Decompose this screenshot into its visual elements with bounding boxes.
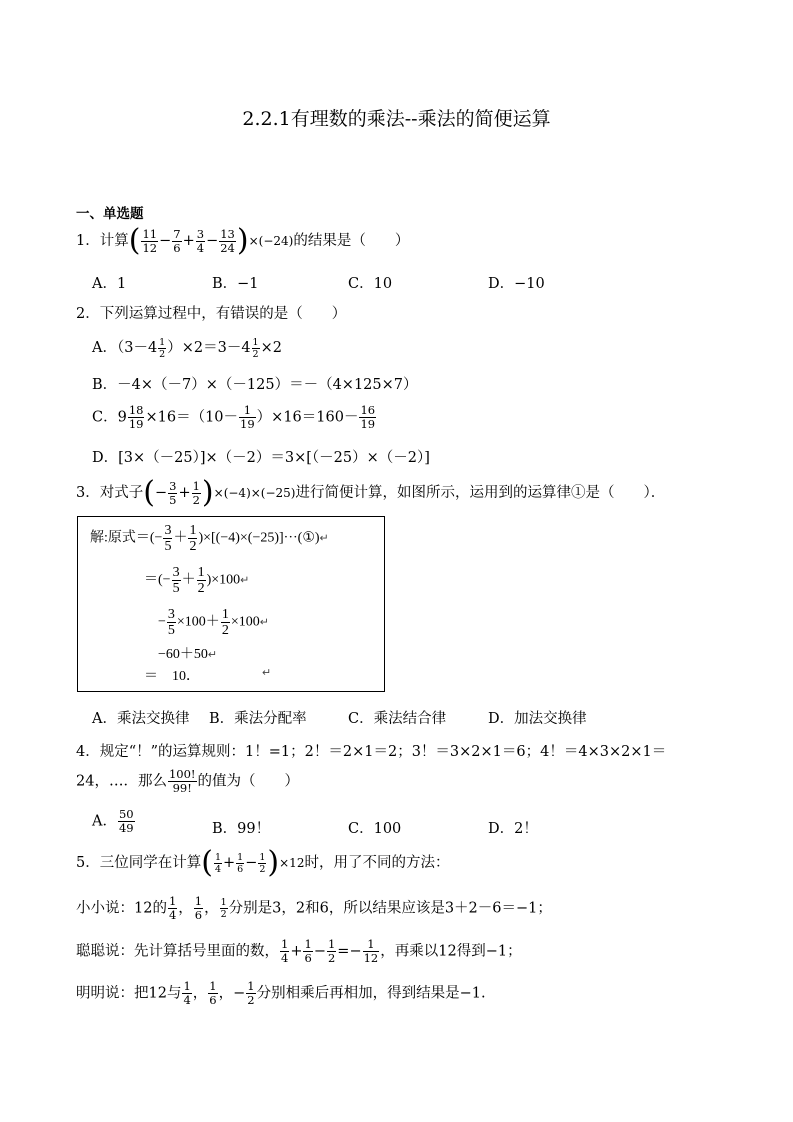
q5-prefix: 三位同学在计算 bbox=[99, 855, 202, 871]
q4-option-c[interactable]: C．100 bbox=[348, 821, 402, 837]
q4-option-a-frac: $\frac{50}{49}$ bbox=[118, 807, 134, 835]
q3-option-a[interactable]: A．乘法交换律 bbox=[92, 711, 190, 727]
q3-suffix: 进行简便计算，如图所示，运用到的运算律①是（ ）． bbox=[295, 485, 666, 501]
q1-prefix: 计算 bbox=[99, 233, 129, 249]
xiaoxiao-post: 分别是3，2和6，所以结果应该是3＋2－6＝−1； bbox=[228, 900, 552, 917]
congcong-frac-2: $\frac{1}{6}$ bbox=[304, 937, 312, 965]
q4-line2-pre: 24，…．那么 bbox=[76, 773, 167, 790]
q1-frac-3: $\frac{3}{4}$ bbox=[196, 226, 205, 255]
q2-a-frac-2: $\frac{1}{2}$ bbox=[252, 336, 259, 360]
q2-c-mid: ×16＝（10－ bbox=[145, 409, 239, 426]
q2-option-c[interactable] bbox=[92, 404, 377, 431]
statement-xiaoxiao: 小小说：12的 $\frac{1}{4}$ ， $\frac{1}{6}$ ， $\frac{1}{2}$ 分别是3，2和6，所以结果应该是3＋2－6＝−1； bbox=[76, 894, 552, 922]
q5-lparen: ( bbox=[201, 845, 213, 880]
q4-line2-post: 的值为（ ） bbox=[197, 773, 300, 790]
xiaoxiao-pre: 小小说：12的 bbox=[76, 900, 167, 917]
solution-line-1: 解:原式＝(− $\frac{3}{5}$ ＋ $\frac{1}{2}$ )×[(−4)×(−25)]···(①)↵ bbox=[90, 523, 329, 554]
q1-option-a[interactable]: A．1 bbox=[92, 276, 127, 292]
q5-tail: ×12 bbox=[279, 856, 305, 870]
page-title: 2.2.1有理数的乘法--乘法的简便运算 bbox=[242, 108, 551, 130]
xiaoxiao-frac-3: $\frac{1}{2}$ bbox=[220, 897, 227, 920]
q4-line-1: 规定“！”的运算规则：1！=1；2！＝2×1＝2；3！＝3×2×1＝6；4！＝4×3×2×1＝ bbox=[99, 744, 667, 760]
mingming-frac-2: $\frac{1}{6}$ bbox=[209, 979, 217, 1007]
xiaoxiao-frac-1: $\frac{1}{4}$ bbox=[168, 894, 177, 922]
q5-frac-2: $\frac{1}{6}$ bbox=[237, 851, 244, 875]
q5-suffix: 时，用了不同的方法： bbox=[304, 855, 450, 871]
q3-prefix: 对式子 bbox=[99, 485, 144, 501]
sol-l2-frac-1: $\frac{3}{5}$ bbox=[172, 565, 180, 596]
congcong-frac-3: $\frac{1}{2}$ bbox=[327, 937, 336, 965]
q3-lparen: ( bbox=[143, 475, 155, 510]
question-4 bbox=[76, 740, 666, 761]
q3-option-b[interactable]: B．乘法分配率 bbox=[209, 711, 307, 727]
solution-line-4: −60＋50↵ bbox=[158, 647, 218, 662]
question-1: 1．计算( $\frac{11}{12}$ − $\frac{7}{6}$ + $\frac{3}{4}$ − $\frac{13}{24}$ )×(−24)的结果是（ ） bbox=[76, 223, 410, 258]
q2-c-mid2: ）×16＝160－ bbox=[256, 409, 359, 426]
q2-text: 下列运算过程中，有错误的是（ ） bbox=[99, 306, 347, 322]
sol-l3-frac-1: $\frac{3}{5}$ bbox=[167, 607, 175, 638]
congcong-post: ，再乘以12得到−1； bbox=[380, 943, 522, 960]
q2-a-pre: A．（3－4 bbox=[92, 340, 158, 356]
q1-option-c[interactable]: C．10 bbox=[348, 276, 393, 292]
congcong-frac-result: $\frac{1}{12}$ bbox=[363, 937, 379, 965]
statement-congcong: 聪聪说：先计算括号里面的数， $\frac{1}{4}$ + $\frac{1}{6}$ − $\frac{1}{2}$ =− $\frac{1}{12}$ ，再乘以12得到−1； bbox=[76, 937, 522, 965]
q1-option-d[interactable]: D．−10 bbox=[488, 276, 545, 292]
q1-suffix: 的结果是（ ） bbox=[293, 233, 410, 249]
question-5: 5．三位同学在计算( $\frac{1}{4}$ + $\frac{1}{6}$ − $\frac{1}{2}$ )×12时，用了不同的方法： bbox=[76, 845, 450, 880]
q2-a-mid: ）×2＝3－4 bbox=[167, 340, 251, 356]
q1-rparen: ) bbox=[236, 223, 249, 258]
section-heading: 一、单选题 bbox=[76, 206, 144, 222]
q3-option-d[interactable]: D．加法交换律 bbox=[488, 711, 587, 727]
q1-lparen: ( bbox=[128, 223, 141, 258]
mingming-frac-3: $\frac{1}{2}$ bbox=[247, 979, 255, 1007]
q1-frac-1: $\frac{11}{12}$ bbox=[142, 226, 158, 255]
q2-a-post: ×2 bbox=[260, 340, 282, 356]
question-3: 3．对式子(− $\frac{3}{5}$ + $\frac{1}{2}$ )×(−4)×(−25)进行简便计算，如图所示，运用到的运算律①是（ ）． bbox=[76, 475, 666, 510]
q3-option-c[interactable]: C．乘法结合律 bbox=[348, 711, 447, 727]
q2-option-d[interactable]: D．[3×（－25）]×（－2）＝3×[（－25）×（－2）] bbox=[92, 450, 430, 466]
q4-option-a[interactable] bbox=[92, 808, 136, 835]
mingming-pre: 明明说：把12与 bbox=[76, 985, 182, 1002]
q5-rparen: ) bbox=[267, 845, 280, 880]
q1-option-b[interactable]: B．−1 bbox=[212, 276, 259, 292]
q4-option-b[interactable]: B．99！ bbox=[212, 821, 271, 837]
statement-mingming: 明明说：把12与 $\frac{1}{4}$ ， $\frac{1}{6}$ ，− $\frac{1}{2}$ 分别相乘后再相加，得到结果是−1. bbox=[76, 979, 486, 1007]
q5-frac-3: $\frac{1}{2}$ bbox=[259, 851, 266, 875]
q2-option-a[interactable] bbox=[92, 336, 282, 360]
question-2 bbox=[76, 302, 346, 323]
solution-line-5-return: ↵ bbox=[262, 667, 272, 679]
q4-frac: $\frac{100!}{99!}$ bbox=[168, 767, 196, 795]
solution-line-3: − $\frac{3}{5}$ ×100＋ $\frac{1}{2}$ ×100↵ bbox=[158, 607, 269, 638]
congcong-frac-1: $\frac{1}{4}$ bbox=[281, 937, 289, 965]
q2-number: 2． bbox=[76, 306, 100, 322]
q2-c-frac-3: $\frac{16}{19}$ bbox=[360, 403, 376, 431]
q2-c-frac-2: $\frac{1}{19}$ bbox=[240, 403, 255, 431]
solution-figure bbox=[77, 516, 385, 692]
q3-number: 3． bbox=[76, 485, 100, 501]
q1-tail: ×(−24) bbox=[248, 234, 294, 248]
solution-line-2: ＝(− $\frac{3}{5}$ ＋ $\frac{1}{2}$ )×100↵ bbox=[144, 565, 250, 596]
q3-frac-1: $\frac{3}{5}$ bbox=[169, 478, 177, 507]
q3-tail: ×(−4)×(−25) bbox=[213, 486, 296, 500]
mingming-frac-1: $\frac{1}{4}$ bbox=[183, 979, 191, 1007]
q1-number: 1． bbox=[76, 233, 100, 249]
sol-l1-frac-2: $\frac{1}{2}$ bbox=[189, 523, 197, 554]
q4-option-a-label: A． bbox=[92, 813, 117, 830]
q5-number: 5． bbox=[76, 855, 100, 871]
q3-rparen: ) bbox=[201, 475, 214, 510]
q4-option-d[interactable]: D．2！ bbox=[488, 821, 538, 837]
q3-frac-2: $\frac{1}{2}$ bbox=[192, 478, 200, 507]
sol-l1-frac-1: $\frac{3}{5}$ bbox=[164, 523, 172, 554]
q2-c-pre: C．9 bbox=[92, 409, 127, 426]
q2-option-b[interactable]: B．－4×（－7）×（－125）＝－（4×125×7） bbox=[92, 377, 418, 393]
q1-frac-4: $\frac{13}{24}$ bbox=[220, 226, 235, 255]
sol-l3-frac-2: $\frac{1}{2}$ bbox=[221, 607, 229, 638]
q5-frac-1: $\frac{1}{4}$ bbox=[214, 851, 221, 875]
q4-number: 4． bbox=[76, 744, 100, 760]
q2-c-frac-1: $\frac{18}{19}$ bbox=[128, 403, 144, 431]
solution-line-5: ＝ 10． bbox=[144, 669, 200, 684]
congcong-pre: 聪聪说：先计算括号里面的数， bbox=[76, 943, 279, 960]
sol-l2-frac-2: $\frac{1}{2}$ bbox=[197, 565, 205, 596]
xiaoxiao-frac-2: $\frac{1}{6}$ bbox=[194, 894, 203, 922]
q1-frac-2: $\frac{7}{6}$ bbox=[173, 226, 181, 255]
question-4-line-2 bbox=[76, 768, 299, 795]
mingming-post: 分别相乘后再相加，得到结果是−1. bbox=[256, 985, 486, 1002]
q2-a-frac-1: $\frac{1}{2}$ bbox=[159, 336, 166, 360]
